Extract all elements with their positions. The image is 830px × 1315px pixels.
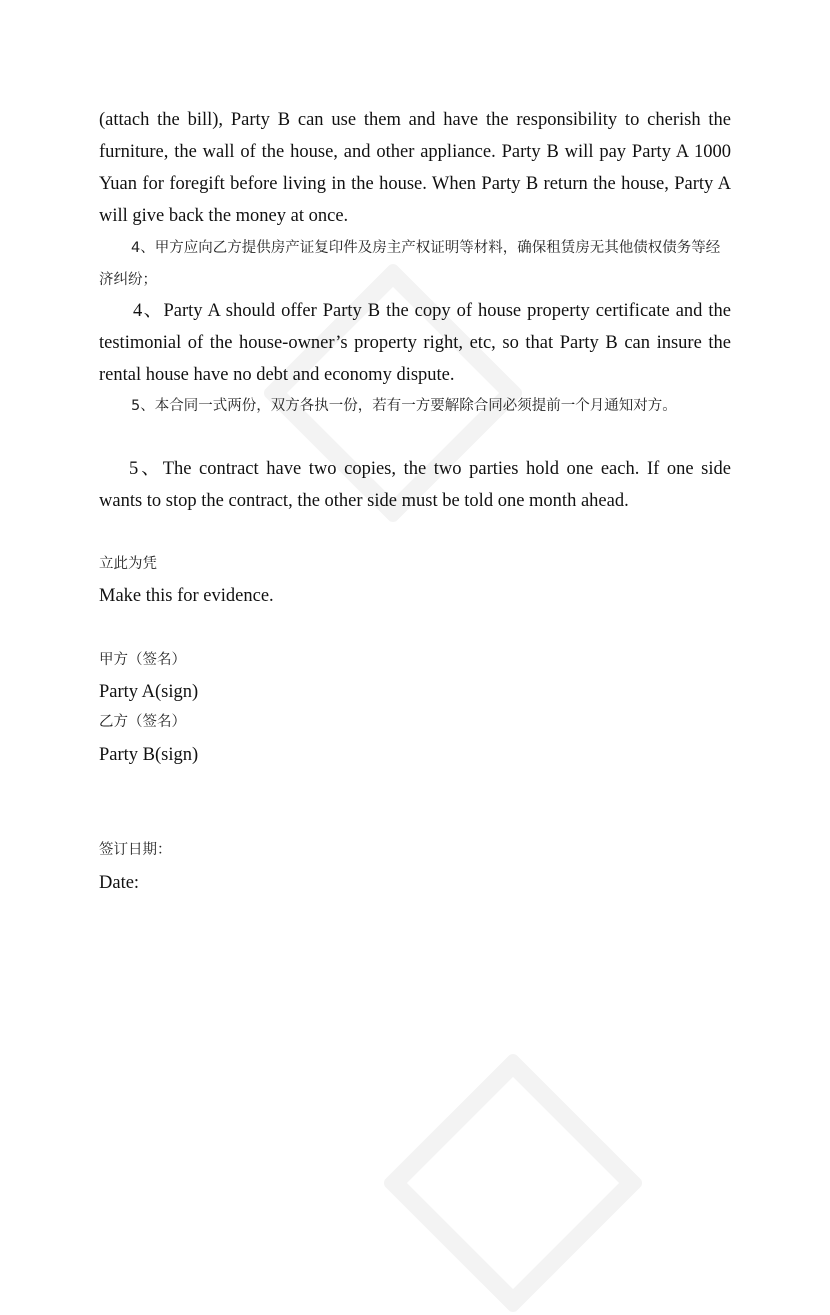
sign-date-en: Date: [99,873,140,893]
watermark-mark [381,1051,644,1314]
clause-4-en: 4、Party A should offer Party B the copy of house property certificate and the testimonial of the house-owner’s property right, etc, so that Party B can insure the rental house have no debt and economy dispute. [99,301,731,385]
party-a-sign-zh: 甲方（签名） [99,652,186,668]
party-b-sign-zh: 乙方（签名） [99,714,186,730]
evidence-zh: 立此为凭 [99,556,157,572]
clause-5-en: 5、The contract have two copies, the two parties hold one each. If one side wants to stop the contract, the other side must be told one month ahead. [99,459,731,511]
clause-5-zh: 5、本合同一式两份，双方各执一份，若有一方要解除合同必须提前一个月通知对方。 [131,398,677,414]
clause-4-zh: 4、甲方应向乙方提供房产证复印件及房主产权证明等材料，确保租赁房无其他债权债务等经济纠纷； [99,240,721,288]
evidence-en: Make this for evidence. [99,586,274,606]
sign-date-zh: 签订日期： [99,842,172,858]
party-b-sign-en: Party B(sign) [99,745,199,765]
paragraph-bill-en: (attach the bill), Party B can use them and have the responsibility to cherish the furniture, the wall of the house, and other appliance. Party B will pay Party A 1000 Yuan for foregift before living in the house. When Party B return the house, Party A will give back the money at once. [99,110,731,226]
party-a-sign-en: Party A(sign) [99,682,199,702]
